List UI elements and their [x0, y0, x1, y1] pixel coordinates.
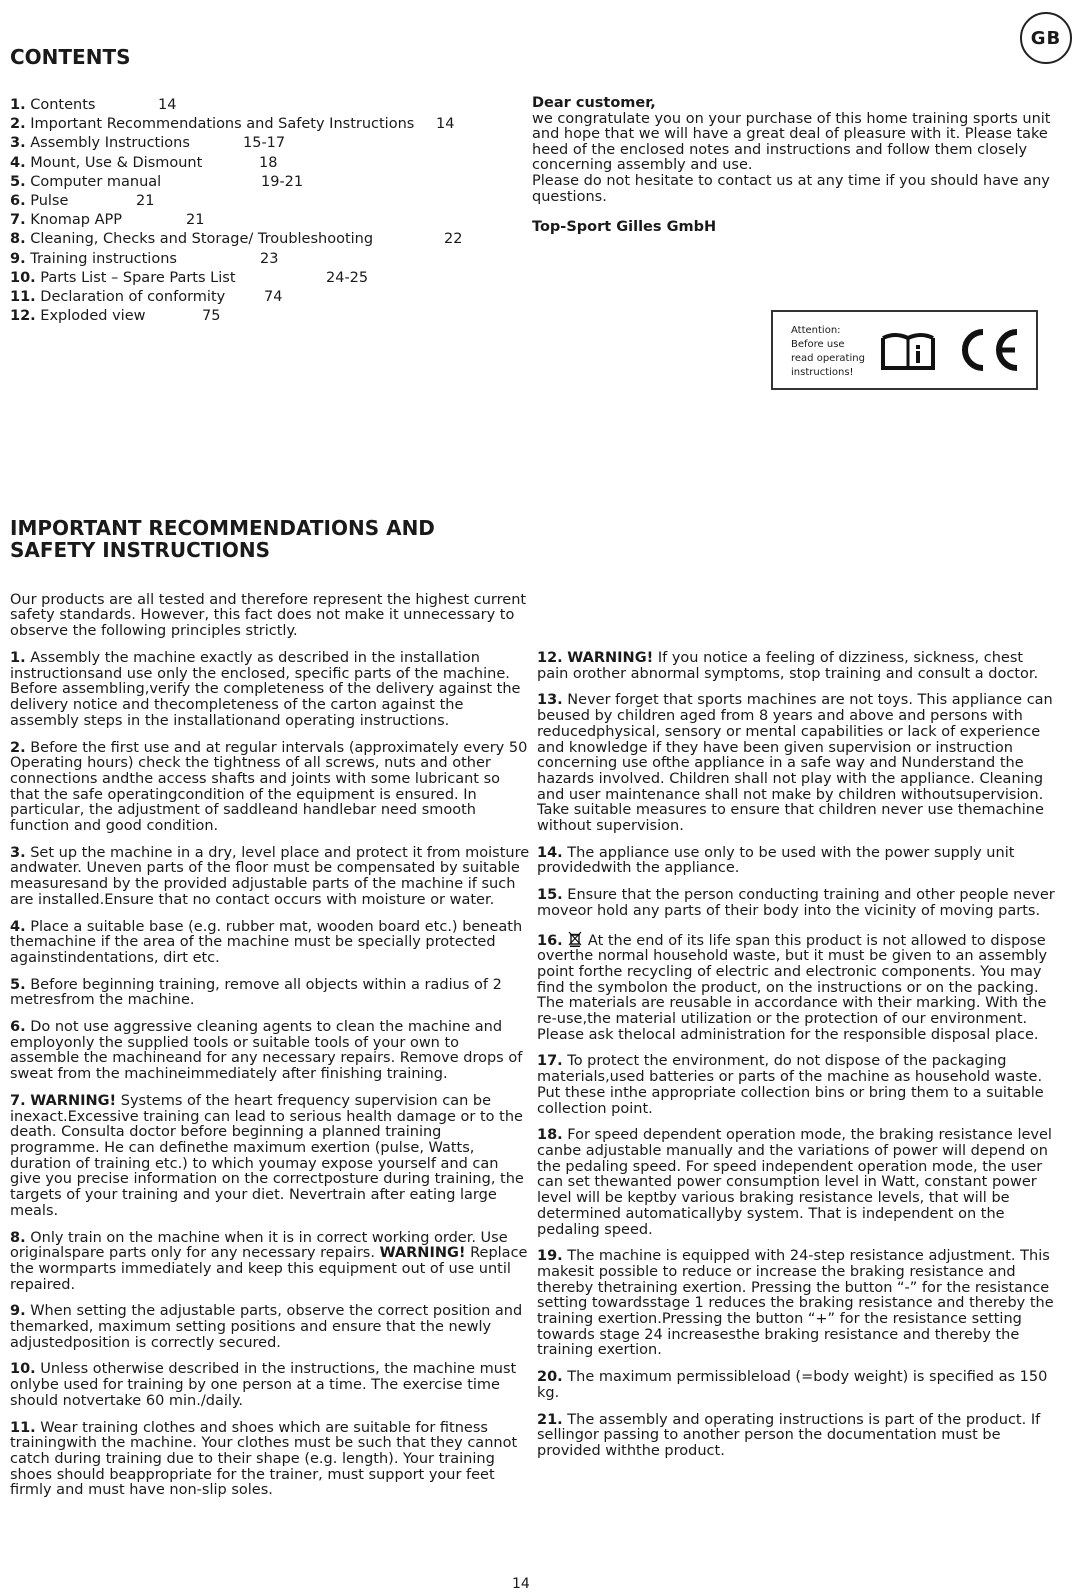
toc-label: Training instructions — [30, 250, 177, 267]
toc-page: 19-21 — [261, 173, 304, 190]
item-text: To protect the environment, do not dispose of the packaging materials,used batteries or parts of the machine as household waste. Put these inthe appropriate collection bins or bring them to a suitable collection point. — [537, 1053, 1044, 1117]
safety-item — [10, 1304, 530, 1351]
warning-label: WARNING! — [567, 650, 654, 666]
toc-page: 15-17 — [243, 135, 286, 152]
safety-column-right — [537, 651, 1057, 1471]
toc-page: 22 — [444, 231, 463, 248]
item-text: Before beginning training, remove all objects within a radius of 2 metresfrom the machine. — [10, 976, 502, 1009]
safety-item — [10, 1362, 530, 1409]
toc-label: Exploded view — [40, 308, 146, 325]
item-number: 18. — [537, 1127, 563, 1144]
attention-notice — [771, 310, 1038, 390]
item-text: Before the first use and at regular intervals (approximately every 50 Operating hours) check the tightness of all screws, nuts and other connections andthe access shafts and joints with some lubricant so that the safe operatingcondition of the equipment is ensured. In particular, the adjustment of saddleand handlebar need smooth function and good condition. — [10, 739, 528, 835]
safety-item — [537, 1128, 1057, 1238]
toc-label: Knomap APP — [30, 212, 123, 229]
item-text: Wear training clothes and shoes which are suitable for fitness trainingwith the machine. Your clothes must be such that they cannot catch during training due to their shape (e.g. length). Your training shoes should beappropriate for the trainer, must support your feet firmly and must have non-slip soles. — [10, 1419, 518, 1499]
item-number: 13. — [537, 692, 563, 709]
item-number: 4. — [10, 918, 26, 935]
toc-number: 9. — [10, 250, 26, 267]
toc-number: 2. — [10, 116, 26, 133]
toc-row[interactable] — [10, 134, 520, 153]
toc-page: 23 — [260, 250, 279, 267]
item-number: 17. — [537, 1053, 563, 1070]
toc-number: 1. — [10, 97, 26, 113]
toc-label: Declaration of conformity — [40, 288, 226, 305]
letter-greeting: Dear customer, — [532, 95, 656, 111]
toc-label: Cleaning, Checks and Storage/ Troubleshooting — [30, 231, 374, 248]
safety-item — [10, 741, 530, 835]
toc-number: 8. — [10, 231, 26, 248]
toc-page: 75 — [202, 308, 221, 325]
item-text: When setting the adjustable parts, observe the correct position and themarked, maximum setting positions and ensure that the newly adjustedposition is correctly secured. — [10, 1303, 523, 1351]
safety-column-left — [10, 651, 530, 1510]
safety-item — [537, 1249, 1057, 1359]
notice-line: Attention: — [791, 325, 841, 336]
item-text: The appliance use only to be used with the power supply unit providedwith the appliance. — [537, 844, 1015, 877]
safety-item — [10, 846, 530, 909]
toc-number: 11. — [10, 288, 36, 305]
toc-label: Mount, Use & Dismount — [30, 154, 203, 171]
item-number: 6. — [10, 1019, 26, 1036]
toc-label: Assembly Instructions — [30, 135, 190, 152]
safety-item — [537, 1054, 1057, 1117]
language-badge: GB — [1020, 12, 1072, 64]
contents-title: CONTENTS — [10, 45, 131, 69]
item-number: 21. — [537, 1411, 563, 1428]
safety-item — [10, 920, 530, 967]
safety-item — [10, 1421, 530, 1500]
item-number: 1. — [10, 650, 26, 666]
item-text: Set up the machine in a dry, level place and protect it from moisture andwater. Uneven parts of the floor must be compensated by suitable measuresand by the provided adjustable parts of the machine if such are installed.Ensure that no contact occurs with moisture or water. — [10, 844, 530, 908]
toc-row[interactable] — [10, 96, 520, 115]
item-text: The machine is equipped with 24-step resistance adjustment. This makesit possible to reduce or increase the braking resistance and thereby thetraining exertion. Pressing the button “-” for the resistance setting towardsstage 1 reduces the braking resistance and thereby the training exertion.Pressing the button “+” for the resistance setting towards stage 24 increasesthe braking resistance and thereby the training exertion. — [537, 1248, 1054, 1359]
safety-item — [537, 651, 1057, 682]
item-number: 16. — [537, 932, 563, 949]
safety-item — [10, 1094, 530, 1220]
toc-row[interactable] — [10, 269, 520, 288]
toc-label: Pulse — [30, 192, 69, 209]
safety-title-line: IMPORTANT RECOMMENDATIONS AND — [10, 516, 435, 540]
toc-row[interactable] — [10, 307, 520, 326]
safety-item — [537, 888, 1057, 919]
toc-page: 74 — [264, 288, 283, 305]
safety-item — [10, 978, 530, 1009]
safety-item — [10, 651, 530, 730]
safety-item — [10, 1231, 530, 1294]
item-text: For speed dependent operation mode, the braking resistance level canbe adjustable manually and the variations of power will depend on the pedaling speed. For speed independent operation mode, the user can set thewanted power consumption level in Watt, constant power level will be keptby various braking resistance levels, that will be determined automaticallyby system. That is independent on the pedaling speed. — [537, 1127, 1052, 1238]
item-number: 11. — [10, 1419, 36, 1436]
item-text: Only train on the machine when it is in correct working order. Use originalspare parts only for any necessary repairs. — [10, 1229, 508, 1262]
item-text: At the end of its life span this product is not allowed to dispose overthe normal household waste, but it must be given to an assembly point forthe recycling of electric and electronic components. You may find the symbolon the product, on the instructions or on the packing. The materials are reusable in accordance with their marking. With the re-use,the material utilization or the protection of our environment. Please ask thelocal administration for the responsible disposal place. — [537, 932, 1048, 1043]
toc-page: 21 — [136, 192, 155, 209]
item-text: Ensure that the person conducting training and other people never moveor hold any parts of their body into the vicinity of moving parts. — [537, 887, 1055, 919]
item-number: 10. — [10, 1361, 36, 1378]
toc-page: 24-25 — [326, 269, 369, 286]
item-text: Place a suitable base (e.g. rubber mat, wooden board etc.) beneath themachine if the area of the machine must be specially protected againstindentations, dirt etc. — [10, 918, 523, 966]
item-text: Never forget that sports machines are not toys. This appliance can beused by children aged from 8 years and above and persons with reducedphysical, sensory or mental capabilities or lack of experience and knowledge if they have been given supervision or instruction concerning use ofthe appliance in a safe way and Nunderstand the hazards involved. Children shall not play with the appliance. Cleaning and user maintenance shall not make by children withoutsupervision. Take suitable measures to ensure that children never use themachine without supervision. — [537, 692, 1053, 835]
toc-label: Parts List – Spare Parts List — [40, 269, 236, 286]
item-text: Replace the wormparts immediately and keep this equipment out of use until repaired. — [10, 1245, 528, 1293]
safety-item — [10, 1020, 530, 1083]
toc-row[interactable] — [10, 288, 520, 307]
notice-line: Before use — [791, 339, 845, 350]
item-number: 15. — [537, 887, 563, 904]
toc-number: 12. — [10, 308, 36, 325]
letter-body: we congratulate you on your purchase of this home training sports unit and hope that we will have a great deal of pleasure with it. Please take heed of the enclosed notes and instructions and follow them closely concerning assembly and use. — [532, 110, 1051, 174]
item-number: 20. — [537, 1369, 563, 1386]
toc-number: 4. — [10, 154, 26, 171]
toc-row[interactable] — [10, 211, 520, 230]
safety-title-line: SAFETY INSTRUCTIONS — [10, 538, 271, 562]
item-text: Assembly the machine exactly as described in the installation instructionsand use only the enclosed, specific parts of the machine. Before assembling,verify the completeness of the delivery against the delivery notice and thecompleteness of the carton against the assembly steps in the installationand operating instructions. — [10, 650, 521, 729]
read-manual-icon — [879, 330, 937, 374]
page-number: 14 — [512, 1576, 530, 1592]
toc-number: 5. — [10, 173, 26, 190]
toc-row[interactable] — [10, 192, 520, 211]
safety-item — [537, 846, 1057, 877]
toc-row[interactable] — [10, 115, 520, 134]
item-number: 7. — [10, 1092, 26, 1109]
item-text: Do not use aggressive cleaning agents to clean the machine and employonly the supplied tools or suitable tools of your own to assemble the machineand for any necessary repairs. Remove drops of sweat from the machineimmediately after finishing training. — [10, 1019, 523, 1083]
toc-row[interactable] — [10, 154, 520, 173]
item-number: 14. — [537, 844, 563, 861]
item-text: The assembly and operating instructions is part of the product. If sellingor passing to another person the documentation must be provided withthe product. — [537, 1411, 1041, 1459]
table-of-contents — [10, 96, 520, 326]
safety-item — [537, 1413, 1057, 1460]
item-text: Unless otherwise described in the instructions, the machine must onlybe used for training by one person at a time. The exercise time should notvertake 60 min./daily. — [10, 1361, 517, 1409]
safety-item — [537, 1370, 1057, 1401]
safety-item — [537, 931, 1057, 1044]
item-number: 3. — [10, 844, 26, 861]
toc-row[interactable] — [10, 173, 520, 192]
warning-label: WARNING! — [379, 1245, 466, 1262]
item-text: If you notice a feeling of dizziness, sickness, chest pain orother abnormal symptoms, stop training and consult a doctor. — [537, 650, 1039, 682]
item-number: 12. — [537, 650, 563, 666]
toc-number: 7. — [10, 212, 26, 229]
toc-label: Contents — [30, 97, 96, 113]
company-name: Top-Sport Gilles GmbH — [532, 219, 717, 235]
safety-title — [10, 517, 530, 561]
toc-page: 14 — [436, 116, 455, 133]
toc-page: 14 — [158, 97, 177, 113]
toc-row[interactable] — [10, 250, 520, 269]
warning-label: WARNING! — [30, 1092, 117, 1109]
notice-line: read operating — [791, 353, 865, 364]
safety-item — [537, 693, 1057, 834]
item-number: 2. — [10, 739, 26, 756]
item-number: 9. — [10, 1303, 26, 1320]
crossed-bin-icon — [567, 931, 583, 947]
item-number: 5. — [10, 976, 26, 993]
toc-row[interactable] — [10, 230, 520, 249]
toc-page: 18 — [259, 154, 278, 171]
notice-line: instructions! — [791, 367, 854, 378]
toc-label: Important Recommendations and Safety Instructions — [30, 116, 415, 133]
toc-number: 10. — [10, 269, 36, 286]
notice-text — [791, 324, 881, 380]
item-number: 19. — [537, 1248, 563, 1265]
item-text: The maximum permissibleload (=body weight) is specified as 150 kg. — [537, 1369, 1048, 1401]
customer-letter — [532, 96, 1052, 205]
item-number: 8. — [10, 1229, 26, 1246]
letter-body-2: Please do not hesitate to contact us at any time if you should have any questions. — [532, 172, 1050, 205]
toc-number: 3. — [10, 135, 26, 152]
toc-page: 21 — [186, 212, 205, 229]
toc-number: 6. — [10, 192, 26, 209]
ce-mark-icon — [955, 326, 1021, 374]
safety-intro: Our products are all tested and therefore represent the highest current safety standards. However, this fact does not make it unnecessary to observe the following principles strictly. — [10, 591, 527, 640]
item-text: Systems of the heart frequency supervision can be inexact.Excessive training can lead to serious health damage or to the death. Consulta doctor before beginning a planned training programme. He can definethe maximum exertion (pulse, Watts, duration of training etc.) to which youmay expose yourself and can give you precise information on the correctposture during training, the targets of your training and your diet. Nevertrain after eating large meals. — [10, 1092, 524, 1219]
toc-label: Computer manual — [30, 173, 162, 190]
